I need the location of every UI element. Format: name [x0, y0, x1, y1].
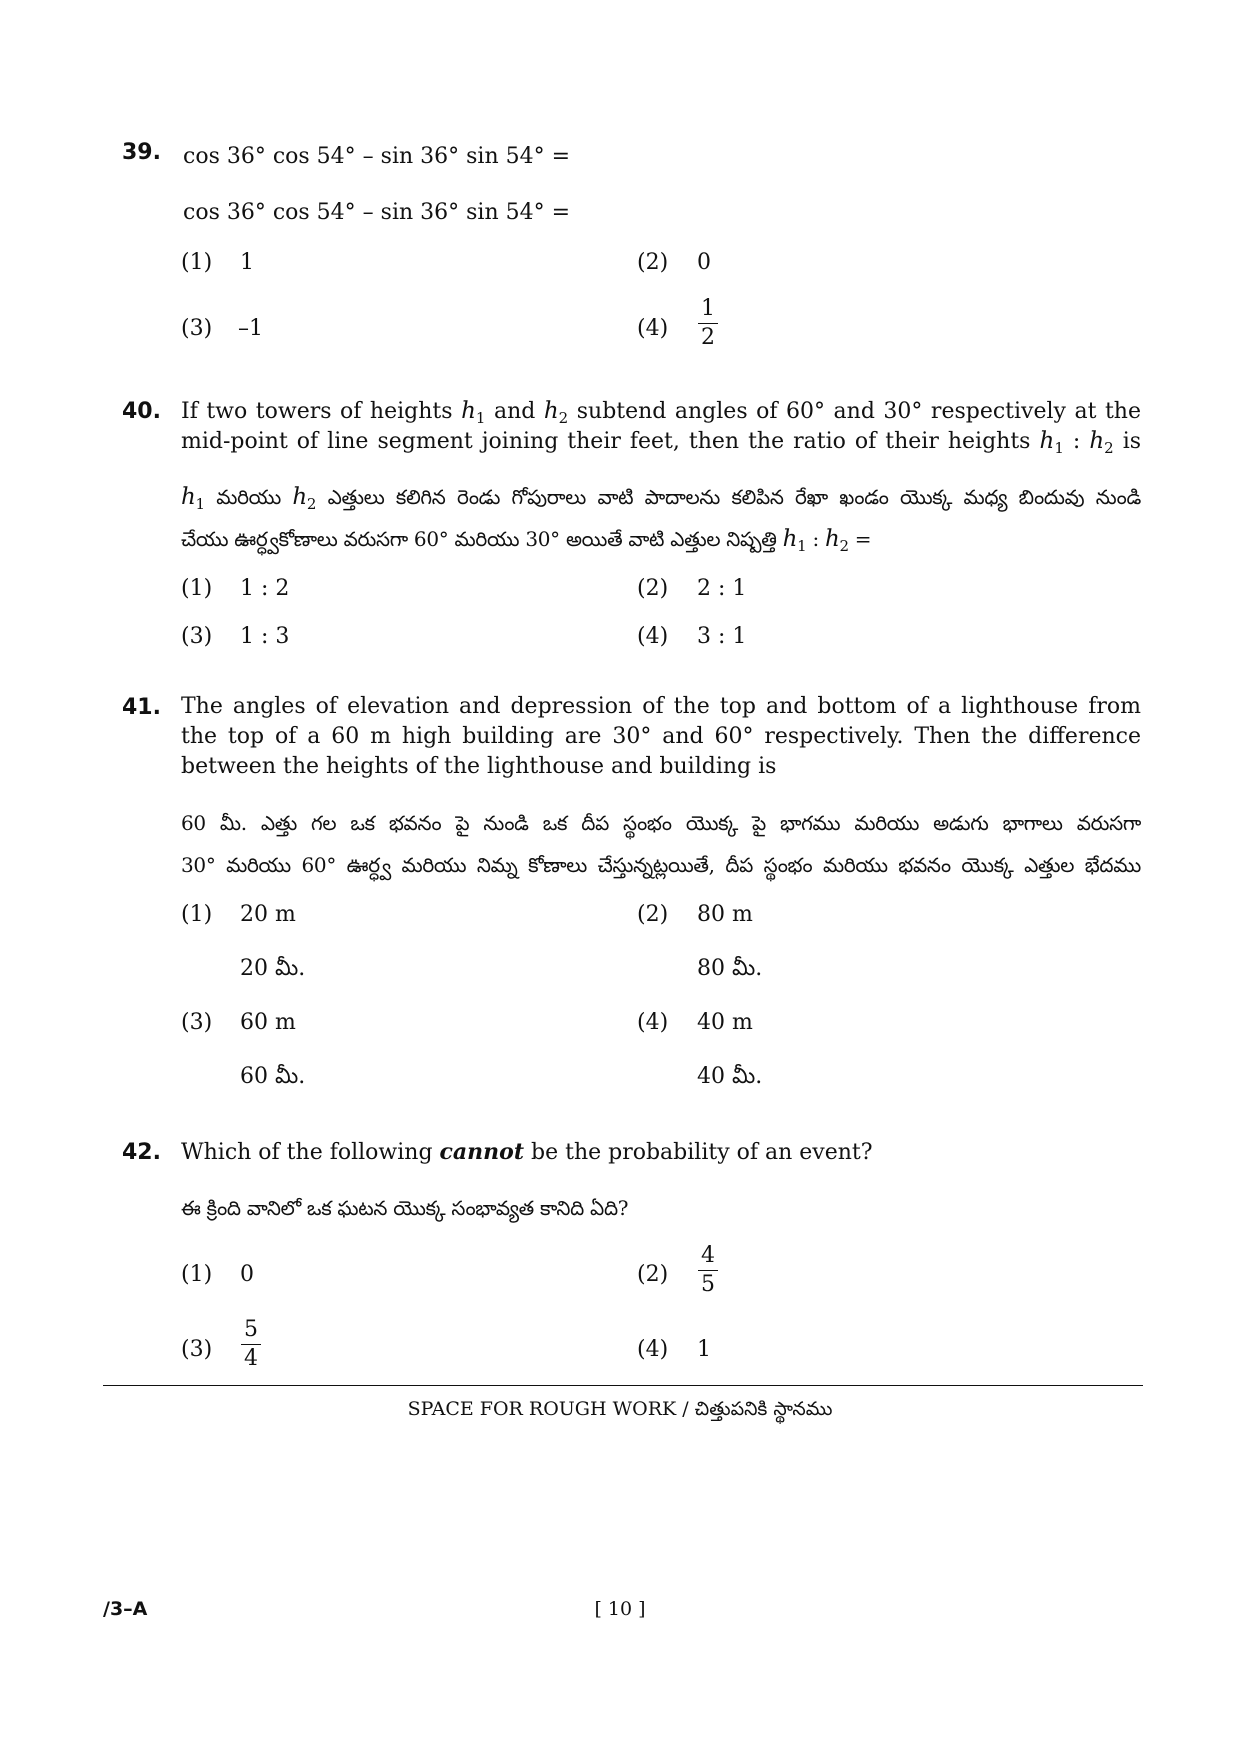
option-label: (2)	[637, 576, 669, 601]
option-label: (4)	[637, 1337, 669, 1362]
fraction-bar	[698, 323, 718, 324]
option-label: (3)	[181, 1337, 213, 1362]
fraction-numerator: 4	[701, 1243, 715, 1268]
option-label: (4)	[637, 624, 669, 649]
option-label: (4)	[637, 1010, 669, 1035]
question-text-te-line: 30° మరియు 60° ఊర్ధ్వ మరియు నిమ్న కోణాలు చేస్తున్నట్లయితే, దీప స్థంభం మరియు భవనం యొక్క ఎత్తుల భేదము	[181, 853, 1141, 877]
option-label: (3)	[181, 316, 213, 341]
option-value: –1	[238, 316, 263, 341]
question-text-en-line: The angles of elevation and depression of the top and bottom of a lighthouse from	[181, 694, 1141, 719]
question-text-en-line: between the heights of the lighthouse and building is	[181, 754, 777, 779]
question-text-te-line: చేయు ఊర్ధ్వకోణాలు వరుసగా 60° మరియు 30° అయితే వాటి ఎత్తుల నిష్పత్తి $h_1$ : $h_2$ =	[181, 526, 872, 555]
option-value: 80 m	[697, 902, 753, 927]
question-expression-te: cos 36° cos 54° – sin 36° sin 54° =	[183, 200, 571, 225]
option-value-te: 60 మీ.	[240, 1064, 306, 1089]
question-number: 41.	[122, 695, 161, 720]
rough-work-label: SPACE FOR ROUGH WORK / చిత్తుపనికి స్థానము	[407, 1398, 833, 1420]
option-label: (1)	[181, 250, 213, 275]
question-expression-en: cos 36° cos 54° – sin 36° sin 54° =	[183, 144, 571, 169]
option-value: 1	[697, 1337, 711, 1362]
option-value: 1 : 2	[240, 576, 290, 601]
question-text-en-line: the top of a 60 m high building are 30° and 60° respectively. Then the difference	[181, 724, 1141, 749]
option-label: (3)	[181, 1010, 213, 1035]
option-value-te: 40 మీ.	[697, 1064, 763, 1089]
fraction-bar	[698, 1270, 718, 1271]
option-value: 1	[240, 250, 254, 275]
question-number: 39.	[122, 140, 161, 165]
question-number: 42.	[122, 1140, 161, 1165]
fraction	[696, 1244, 720, 1297]
fraction-denominator: 4	[244, 1346, 258, 1371]
option-label: (1)	[181, 576, 213, 601]
fraction-denominator: 5	[701, 1272, 715, 1297]
emphasis-cannot: cannot	[439, 1139, 525, 1165]
option-value: 1 : 3	[240, 624, 290, 649]
question-number: 40.	[122, 399, 161, 424]
option-value: 60 m	[240, 1010, 296, 1035]
option-label: (3)	[181, 624, 213, 649]
option-value: 20 m	[240, 902, 296, 927]
question-text-te-line: $h_1$ మరియు $h_2$ ఎత్తులు కలిగిన రెండు గోపురాలు వాటి పాదాలను కలిపిన రేఖా ఖండం యొక్క మధ్య బిందువు నుండి	[181, 484, 1142, 513]
question-text-en-line: mid-point of line segment joining their feet, then the ratio of their heights $h_1$ : $h_2$ is	[181, 428, 1142, 457]
option-value: 3 : 1	[697, 624, 747, 649]
question-text-en: Which of the following cannot be the probability of an event?	[181, 1139, 873, 1165]
option-label: (2)	[637, 1262, 669, 1287]
fraction-bar	[241, 1344, 261, 1345]
fraction-denominator: 2	[701, 325, 715, 350]
option-label: (2)	[637, 250, 669, 275]
option-value-te: 20 మీ.	[240, 956, 306, 981]
page-number: [ 10 ]	[594, 1598, 646, 1620]
question-text-en-line: If two towers of heights $h_1$ and $h_2$ subtend angles of 60° and 30° respectively at the	[181, 398, 1141, 427]
option-label: (2)	[637, 902, 669, 927]
option-label: (1)	[181, 902, 213, 927]
option-value: 40 m	[697, 1010, 753, 1035]
fraction	[239, 1318, 263, 1371]
option-value: 0	[697, 250, 711, 275]
option-label: (1)	[181, 1262, 213, 1287]
option-value: 0	[240, 1262, 254, 1287]
fraction-numerator: 1	[701, 296, 715, 321]
question-text-te: ఈ క్రింది వానిలో ఒక ఘటన యొక్క సంభావ్యత కానిది ఏది?	[181, 1196, 629, 1220]
question-text-te-line: 60 మీ. ఎత్తు గల ఒక భవనం పై నుండి ఒక దీప స్థంభం యొక్క పై భాగము మరియు అడుగు భాగాలు వరుసగా	[181, 811, 1141, 835]
fraction	[696, 297, 720, 350]
fraction-numerator: 5	[244, 1317, 258, 1342]
booklet-code: /3–A	[103, 1598, 148, 1620]
option-label: (4)	[637, 316, 669, 341]
option-value-te: 80 మీ.	[697, 956, 763, 981]
divider	[103, 1385, 1143, 1386]
option-value: 2 : 1	[697, 576, 747, 601]
